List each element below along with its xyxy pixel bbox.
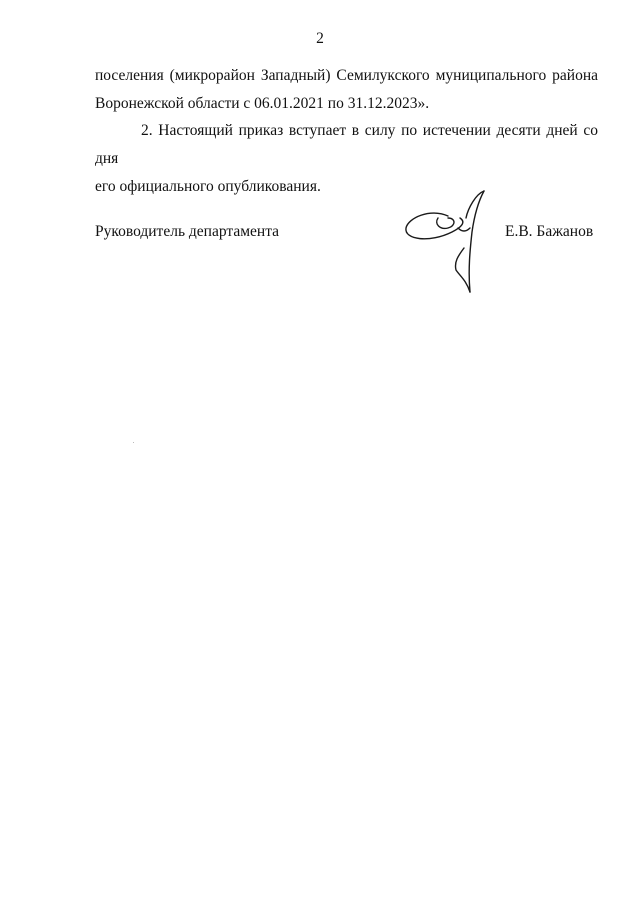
signer-name: Е.В. Бажанов (505, 223, 594, 240)
page-number: 2 (316, 30, 324, 47)
paragraph-1-line-2: Воронежской области с 06.01.2021 по 31.12.2023». (95, 95, 430, 112)
paragraph-1 (95, 62, 598, 118)
paragraph-2-line-2: его официального опубликования. (95, 178, 321, 195)
paragraph-1-line-1: поселения (микрорайон Западный) Семилукского муниципального района (95, 67, 598, 84)
signer-position: Руководитель департамента (95, 223, 280, 240)
handwritten-signature (400, 188, 500, 298)
paragraph-2 (95, 117, 598, 201)
scan-speck (133, 442, 134, 443)
paragraph-2-line-1: 2. Настоящий приказ вступает в силу по истечении десяти дней со дня (95, 122, 598, 167)
